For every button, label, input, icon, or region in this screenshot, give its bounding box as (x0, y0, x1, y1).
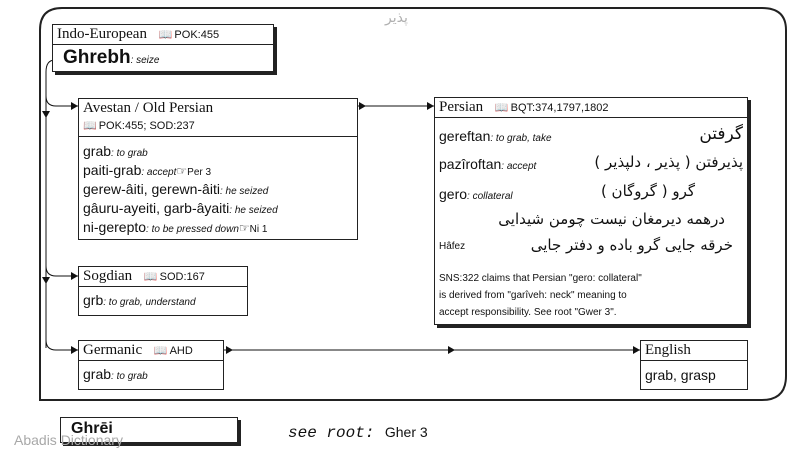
sogdian-box (78, 266, 248, 316)
sogdian-title: Sogdian (83, 268, 133, 284)
germanic-ref: AHD (169, 345, 193, 357)
persian-farsi: پذیرفتن ( پذیر ، دلپذیر ) (594, 153, 743, 171)
avestan-entry: paiti-grab: accept☞Per 3 (83, 162, 212, 178)
avestan-entry: gerew-âiti, gerewn-âiti: he seized (83, 181, 269, 197)
persian-farsi: گرو ( گروگان ) (600, 182, 695, 200)
see-root[interactable] (288, 424, 428, 442)
persian-title: Persian (439, 99, 484, 115)
persian-entry: pazîroftan: accept (439, 156, 537, 172)
see-root-label: see root: (288, 424, 375, 442)
germanic-title: Germanic (83, 342, 143, 358)
germanic-header (79, 341, 223, 361)
persian-entry: gero: collateral (439, 186, 513, 202)
avestan-header (79, 99, 357, 137)
poet-name: Hâfez (439, 241, 466, 252)
pointing-hand-icon: ☞ (176, 164, 188, 178)
book-icon: 📖 (158, 29, 173, 41)
ie-root-gloss: : seize (130, 55, 160, 66)
persian-note: SNS:322 claims that Persian "gero: collateral" is derived from "garîveh: neck" meaning to accept responsibility. See root "Gwer 3". (439, 273, 642, 318)
ie-box (52, 24, 274, 72)
avestan-ref: POK:455; SOD:237 (98, 120, 195, 132)
see-root-value[interactable]: Gher 3 (384, 424, 428, 440)
poem-line-2: خرقه جایی گرو باده و دفتر جایی (530, 236, 733, 254)
ie-header (53, 25, 273, 45)
germanic-box (78, 340, 224, 390)
persian-box (434, 97, 748, 325)
avestan-box (78, 98, 358, 240)
bottom-root: Ghrēi (71, 420, 113, 437)
english-words: grab, grasp (645, 367, 716, 383)
sogdian-entry: grb: to grab, understand (83, 292, 196, 308)
sogdian-ref: SOD:167 (159, 271, 205, 283)
english-box (640, 340, 748, 390)
book-icon: 📖 (153, 345, 168, 357)
avestan-title: Avestan / Old Persian (83, 100, 214, 116)
sogdian-header (79, 267, 247, 287)
watermark: Abadis Dictionary (14, 432, 123, 448)
persian-header (435, 98, 747, 118)
persian-ref: BQT:374,1797,1802 (510, 102, 609, 114)
ie-title: Indo-European (57, 26, 147, 42)
book-icon: 📖 (83, 120, 97, 132)
top-word: پذیر (385, 10, 408, 26)
book-icon: 📖 (143, 271, 158, 283)
avestan-entry: ni-gerepto: to be pressed down☞Ni 1 (83, 219, 268, 235)
english-title: English (641, 341, 747, 361)
ie-root: Ghrebh (63, 47, 131, 68)
germanic-entry: grab: to grab (83, 366, 148, 382)
pointing-hand-icon: ☞ (238, 221, 250, 235)
persian-farsi: گرفتن (699, 124, 743, 144)
persian-entry: gereftan: to grab, take (439, 128, 552, 144)
avestan-entry: gâuru-ayeiti, garb-âyaiti: he seized (83, 200, 278, 216)
ie-ref: POK:455 (174, 29, 220, 41)
book-icon: 📖 (494, 102, 509, 114)
poem-line-1: درهمه دیرمغان نیست چومن شیدایی (498, 210, 725, 228)
avestan-entry: grab: to grab (83, 143, 148, 159)
